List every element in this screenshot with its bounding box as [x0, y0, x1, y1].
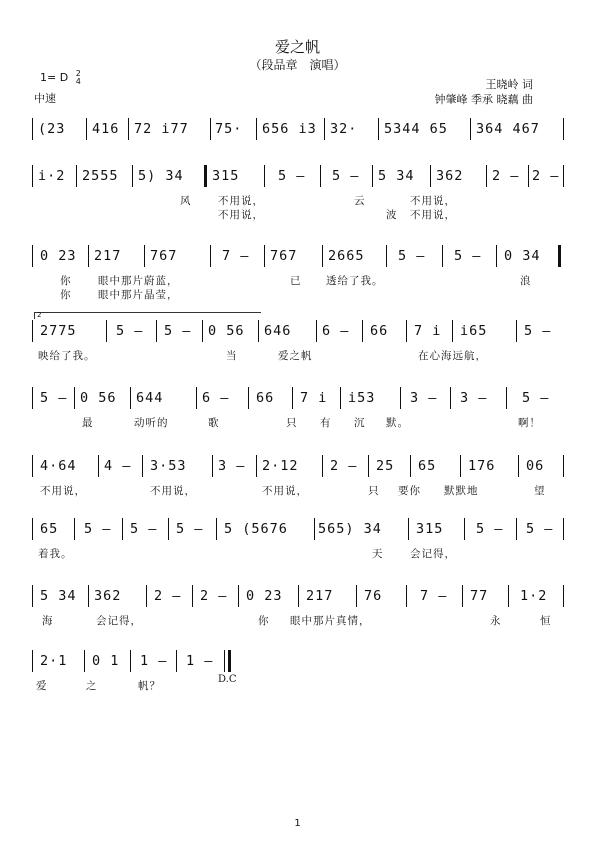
barline — [32, 387, 33, 409]
lyric: 已 — [290, 275, 302, 287]
barline — [516, 518, 517, 540]
barline — [212, 455, 213, 477]
barline — [314, 518, 315, 540]
barline — [32, 650, 33, 672]
barline — [128, 118, 129, 140]
measure: 2 – — [330, 458, 358, 474]
barline — [176, 650, 177, 672]
barline — [238, 585, 239, 607]
lyric: 动听的 — [134, 417, 169, 429]
measure: 66 — [256, 390, 275, 406]
measure: 767 — [270, 248, 298, 264]
barline — [406, 585, 407, 607]
measure: 362 — [94, 588, 122, 604]
measure: 5 – — [398, 248, 426, 264]
barline — [460, 455, 461, 477]
lyric: 风 — [180, 195, 192, 207]
measure: 5 – — [164, 323, 192, 339]
measure: 0 23 — [246, 588, 283, 604]
measure: 3 – — [410, 390, 438, 406]
lyric: 要你 — [398, 485, 421, 497]
barline — [130, 387, 131, 409]
measure: 5 34 — [378, 168, 415, 184]
measure: 7 – — [222, 248, 250, 264]
da-capo-marking: D.C — [218, 674, 237, 685]
measure: 2 – — [532, 168, 560, 184]
barline — [106, 320, 107, 342]
lyric: 帆？ — [138, 680, 161, 692]
lyric: 透给了我。 — [326, 275, 384, 287]
lyric: 云 — [354, 195, 366, 207]
measure: 0 23 — [40, 248, 77, 264]
system-8-notes — [32, 585, 564, 607]
barline — [563, 165, 564, 187]
measure: 5) 34 — [138, 168, 184, 184]
barline — [316, 320, 317, 342]
barline — [292, 387, 293, 409]
system-6-notes — [32, 455, 564, 477]
barline — [264, 165, 265, 187]
lyric: 会记得， — [96, 615, 142, 627]
lyric: 爱之帆 — [278, 350, 313, 362]
measure: 1·2 — [520, 588, 548, 604]
system-5-notes — [32, 387, 564, 409]
barline — [378, 118, 379, 140]
barline — [563, 118, 564, 140]
measure: 5 – — [524, 323, 552, 339]
measure: 416 — [92, 121, 120, 137]
measure: 5344 65 — [384, 121, 448, 137]
measure: 2·12 — [262, 458, 299, 474]
measure: 77 — [470, 588, 489, 604]
lyric: 波 — [386, 209, 398, 221]
measure: 3 – — [218, 458, 246, 474]
barline — [32, 518, 33, 540]
barline — [386, 245, 387, 267]
barline — [322, 245, 323, 267]
measure: 75· — [215, 121, 243, 137]
barline — [324, 118, 325, 140]
barline — [516, 320, 517, 342]
barline — [210, 118, 211, 140]
lyric: 不用说， — [150, 485, 196, 497]
measure: 5 – — [130, 521, 158, 537]
system-1-notes — [32, 118, 564, 140]
measure: 7 i — [414, 323, 442, 339]
barline — [130, 650, 131, 672]
repeat-start-barline — [204, 165, 207, 187]
lyric: 眼中那片晶莹， — [98, 289, 179, 301]
lyric: 沉 — [354, 417, 366, 429]
lyric: 望 — [534, 485, 546, 497]
lyric: 你 — [60, 275, 72, 287]
measure: 32· — [330, 121, 358, 137]
lyric: 有 — [320, 417, 332, 429]
barline — [372, 165, 373, 187]
measure: 65 — [40, 521, 59, 537]
lyric: 着我。 — [38, 548, 73, 560]
lyric: 海 — [42, 615, 54, 627]
measure: 646 — [264, 323, 292, 339]
lyric: 浪 — [520, 275, 532, 287]
lyric: 只 — [286, 417, 298, 429]
barline — [256, 455, 257, 477]
measure: 5 – — [332, 168, 360, 184]
barline — [506, 387, 507, 409]
measure: 5 – — [40, 390, 68, 406]
lyric: 眼中那片蔚蓝， — [98, 275, 179, 287]
measure: 3·53 — [150, 458, 187, 474]
barline — [406, 320, 407, 342]
measure: (23 — [38, 121, 66, 137]
song-title: 爱之帆 — [274, 38, 320, 56]
barline — [362, 320, 363, 342]
barline — [74, 518, 75, 540]
measure: 72 i77 — [134, 121, 189, 137]
lyric: 不用说， — [40, 485, 86, 497]
lyric: 默默地 — [444, 485, 479, 497]
barline — [32, 320, 33, 342]
barline — [464, 518, 465, 540]
tempo-marking: 中速 — [34, 92, 56, 105]
lyric: 恒 — [540, 615, 552, 627]
barline — [442, 245, 443, 267]
lyric: 永 — [490, 615, 502, 627]
barline — [322, 455, 323, 477]
barline — [408, 518, 409, 540]
measure: 2 – — [154, 588, 182, 604]
barline — [156, 320, 157, 342]
measure: 364 467 — [476, 121, 540, 137]
measure: 76 — [364, 588, 383, 604]
barline — [563, 518, 564, 540]
measure: 6 – — [322, 323, 350, 339]
volta-number: 2 — [37, 311, 42, 319]
measure: 565) 34 — [318, 521, 382, 537]
lyric: 不用说， — [410, 209, 456, 221]
barline — [168, 518, 169, 540]
barline — [462, 585, 463, 607]
barline — [196, 387, 197, 409]
system-3-notes — [32, 245, 564, 267]
lyric: 映给了我。 — [38, 350, 96, 362]
measure: 2 – — [200, 588, 228, 604]
lyric: 不用说， — [262, 485, 308, 497]
measure: 5 – — [116, 323, 144, 339]
barline — [528, 165, 529, 187]
measure: 65 — [418, 458, 437, 474]
system-9-notes — [32, 650, 564, 672]
lyric: 最 — [82, 417, 94, 429]
barline — [368, 455, 369, 477]
lyricist-credit: 王晓岭 词 — [485, 78, 533, 91]
lyric: 你 — [258, 615, 270, 627]
measure: 2665 — [328, 248, 365, 264]
measure: 656 i3 — [262, 121, 317, 137]
measure: 362 — [436, 168, 464, 184]
composer-credit: 钟肇峰 季承 晓藕 曲 — [434, 93, 533, 106]
lyric: 在心海远航， — [418, 350, 487, 362]
lyric: 眼中那片真情， — [290, 615, 371, 627]
lyric: 天 — [372, 548, 384, 560]
barline — [320, 165, 321, 187]
lyric: 啊！ — [518, 417, 541, 429]
barline — [144, 245, 145, 267]
time-signature — [76, 70, 81, 86]
barline — [146, 585, 147, 607]
lyric: 不用说， — [218, 195, 264, 207]
lyric: 只 — [368, 485, 380, 497]
barline — [216, 518, 217, 540]
barline — [410, 455, 411, 477]
barline — [32, 455, 33, 477]
barline — [256, 118, 257, 140]
barline — [202, 320, 203, 342]
measure: 2·1 — [40, 653, 68, 669]
barline — [32, 245, 33, 267]
barline — [430, 165, 431, 187]
barline — [563, 455, 564, 477]
measure: 25 — [376, 458, 395, 474]
barline — [86, 118, 87, 140]
repeat-end-barline — [558, 245, 561, 267]
measure: 0 1 — [92, 653, 120, 669]
barline — [224, 650, 225, 672]
barline — [258, 320, 259, 342]
barline — [32, 118, 33, 140]
measure: 176 — [468, 458, 496, 474]
lyric: 会记得， — [410, 548, 456, 560]
barline — [470, 118, 471, 140]
time-denominator: 4 — [75, 77, 81, 86]
measure: 06 — [526, 458, 545, 474]
measure: 0 34 — [504, 248, 541, 264]
barline — [84, 650, 85, 672]
system-2-notes — [32, 165, 564, 187]
measure: 0 56 — [208, 323, 245, 339]
system-7-notes — [32, 518, 564, 540]
measure: 66 — [370, 323, 389, 339]
measure: 644 — [136, 390, 164, 406]
measure: 5 – — [454, 248, 482, 264]
performer-subtitle: （段品章 演唱） — [249, 58, 346, 72]
barline — [400, 387, 401, 409]
measure: 5 – — [522, 390, 550, 406]
barline — [486, 165, 487, 187]
barline — [518, 455, 519, 477]
barline — [76, 165, 77, 187]
measure: 5 – — [84, 521, 112, 537]
lyric: 你 — [60, 289, 72, 301]
lyric: 不用说， — [218, 209, 264, 221]
system-4-notes — [32, 320, 564, 342]
measure: 767 — [150, 248, 178, 264]
measure: 5 – — [476, 521, 504, 537]
time-numerator: 2 — [75, 69, 81, 78]
barline — [122, 518, 123, 540]
measure: 2555 — [82, 168, 119, 184]
barline — [88, 585, 89, 607]
measure: 5 – — [526, 521, 554, 537]
barline — [340, 387, 341, 409]
barline — [88, 245, 89, 267]
measure: 1 – — [186, 653, 214, 669]
measure: 5 34 — [40, 588, 77, 604]
measure: 0 56 — [80, 390, 117, 406]
measure: 4 – — [104, 458, 132, 474]
barline — [142, 455, 143, 477]
measure: 5 (5676 — [224, 521, 288, 537]
final-barline — [228, 650, 231, 672]
barline — [563, 585, 564, 607]
barline — [98, 455, 99, 477]
measure: i·2 — [38, 168, 66, 184]
lyric: 当 — [226, 350, 238, 362]
measure: 6 – — [202, 390, 230, 406]
barline — [74, 387, 75, 409]
barline — [248, 387, 249, 409]
page-number: 1 — [294, 818, 301, 829]
lyric: 之 — [86, 680, 98, 692]
barline — [132, 165, 133, 187]
barline — [32, 585, 33, 607]
measure: 5 – — [278, 168, 306, 184]
measure: 3 – — [460, 390, 488, 406]
lyric: 歌 — [208, 417, 220, 429]
measure: 2 – — [492, 168, 520, 184]
measure: 2775 — [40, 323, 77, 339]
barline — [210, 245, 211, 267]
measure: 315 — [416, 521, 444, 537]
measure: 1 – — [140, 653, 168, 669]
measure: 5 – — [176, 521, 204, 537]
measure: 4·64 — [40, 458, 77, 474]
barline — [356, 585, 357, 607]
lyric: 不用说， — [410, 195, 456, 207]
measure: 315 — [212, 168, 240, 184]
lyric: 默。 — [386, 417, 409, 429]
lyric: 爱 — [36, 680, 48, 692]
barline — [496, 245, 497, 267]
barline — [192, 585, 193, 607]
measure: 217 — [306, 588, 334, 604]
barline — [450, 387, 451, 409]
measure: 7 – — [420, 588, 448, 604]
barline — [264, 245, 265, 267]
volta-bracket — [34, 312, 261, 319]
measure: i53 — [348, 390, 376, 406]
measure: 217 — [94, 248, 122, 264]
key-text: 1= D — [40, 71, 69, 84]
measure: 7 i — [300, 390, 328, 406]
barline — [508, 585, 509, 607]
measure: i65 — [460, 323, 488, 339]
key-signature — [40, 70, 81, 86]
barline — [298, 585, 299, 607]
barline — [32, 165, 33, 187]
barline — [452, 320, 453, 342]
